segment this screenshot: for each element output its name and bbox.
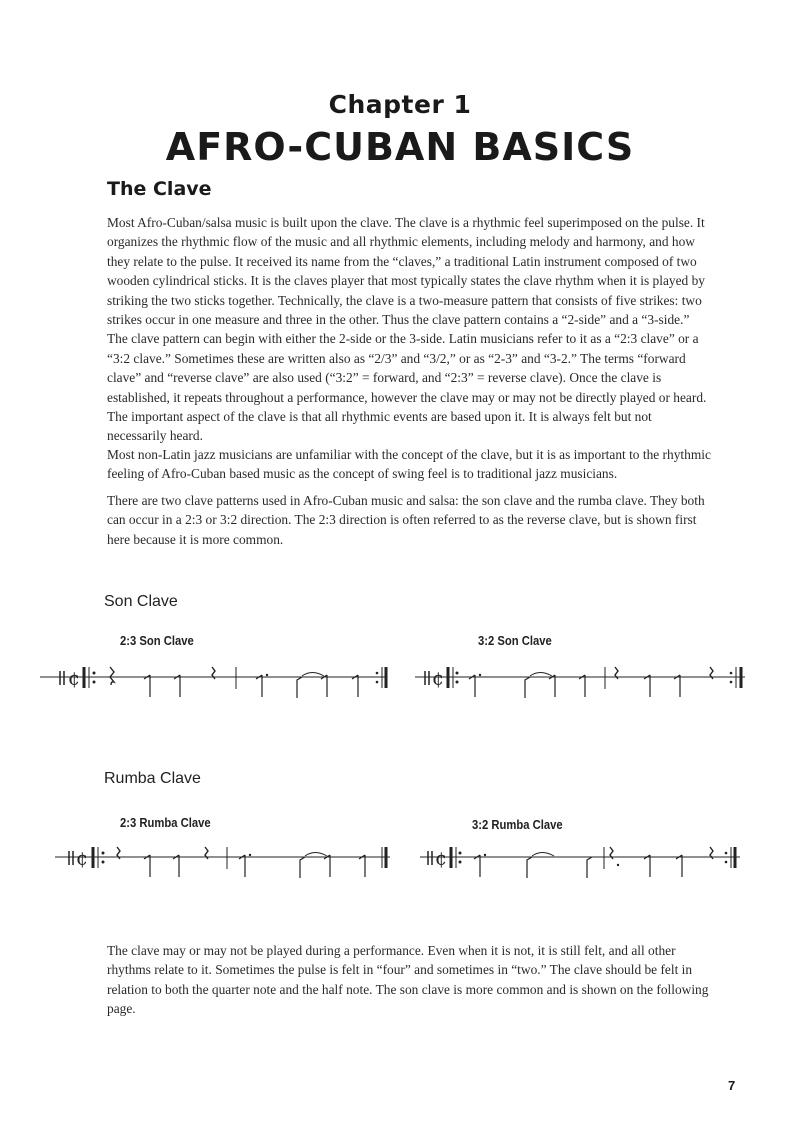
chapter-title: AFRO-CUBAN BASICS [165,125,635,169]
note-stem-icon [579,675,585,697]
note-stem-icon [321,675,327,697]
cut-time-signature: ¢ [76,848,89,870]
rumba-clave-heading: Rumba Clave [104,770,201,787]
rumba-clave-3-2-notation [420,835,770,885]
tied-note-icon [527,853,554,879]
son-clave-3-2-notation [415,655,775,705]
son-clave-heading: Son Clave [104,593,178,610]
son-clave-2-3-label: 2:3 Son Clave [120,634,194,648]
paragraph-clave-intro: Most Afro-Cuban/salsa music is built upon the clave. The clave is a rhythmic feel superimposed on the pulse. It organizes the rhythmic flow of the music and all rhythmic elements, including melody and harmony, and how they relate to the pulse. It received its name from the “claves,” a traditional Latin instrument composed of two wooden cylindrical sticks. It is the claves player that most typically states the clave rhythm when it is played by striking the two sticks together. Technically, the clave is a two-measure pattern that consists of five strikes: two strikes occur in one measure and three in the other. Thus the clave pattern contains a “2-side” and a “3-side.” The clave pattern can begin with either the 2-side or the 3-side. Latin musicians refer to it as a “2:3 clave” or a “3:2 clave.” Sometimes these are written also as “2/3” and “3/2,” or as “2-3” and “3-2.” The terms “forward clave” and “reverse clave” are also used (“3:2” = forward, and “2:3” = reverse clave). Once the clave is established, it repeats throughout a performance, however the clave may or may not be directly played or heard. The important aspect of the clave is that all rhythmic events are based upon it. It is always felt but not necessarily heard. [107,215,707,444]
note-stem-icon [352,675,358,697]
tied-note-icon [300,853,327,879]
percussion-clef-icon [428,851,432,865]
paragraph-clave-performance: The clave may or may not be played during a performance. Even when it is not, it is still felt, and all other rhythms relate to it. Sometimes the pulse is felt in “four” and sometimes in “two.” The clave should be felt in relation to both the quarter note and the half note. The son clave is more common and is shown on the following page. [107,943,709,1017]
cut-time-signature: ¢ [68,668,81,690]
paragraph-clave-patterns: There are two clave patterns used in Afro-Cuban music and salsa: the son clave and the rumba clave. They both can occur in a 2:3 or 3:2 direction. The 2:3 direction is often referred to as the reverse clave, but is shown first here because it is more common. [107,493,705,547]
rumba-clave-2-3-notation [55,835,405,885]
quarter-rest-icon [110,667,114,685]
son-clave-2-3-notation [40,655,400,705]
note-stem-icon [144,675,150,697]
note-stem-icon [174,675,180,697]
section-heading: The Clave [107,178,212,200]
percussion-clef-icon [60,671,64,685]
chapter-label: Chapter 1 [328,90,472,119]
note-stem-icon [644,675,650,697]
percussion-clef-icon [69,851,73,865]
percussion-clef-icon [425,671,429,685]
note-stem-icon [644,855,650,877]
paragraph-jazz-musicians: Most non-Latin jazz musicians are unfamiliar with the concept of the clave, but it is as important to the rhythmic feeling of Afro-Cuban based music as the concept of swing feel is to traditional jazz musicians. [107,447,711,482]
rumba-clave-3-2-label: 3:2 Rumba Clave [472,818,563,832]
tied-note-icon [525,673,552,699]
rumba-clave-2-3-label: 2:3 Rumba Clave [120,816,211,830]
cut-time-signature: ¢ [432,668,445,690]
note-stem-icon [359,855,365,877]
note-stem-icon [674,675,680,697]
son-clave-3-2-label: 3:2 Son Clave [478,634,552,648]
page-number: 7 [728,1078,736,1093]
tied-note-icon [297,673,324,699]
note-stem-icon [676,855,682,877]
note-stem-icon [324,855,330,877]
tied-note-icon [587,857,592,878]
cut-time-signature: ¢ [435,848,448,870]
note-stem-icon [144,855,150,877]
note-stem-icon [173,855,179,877]
note-stem-icon [549,675,555,697]
